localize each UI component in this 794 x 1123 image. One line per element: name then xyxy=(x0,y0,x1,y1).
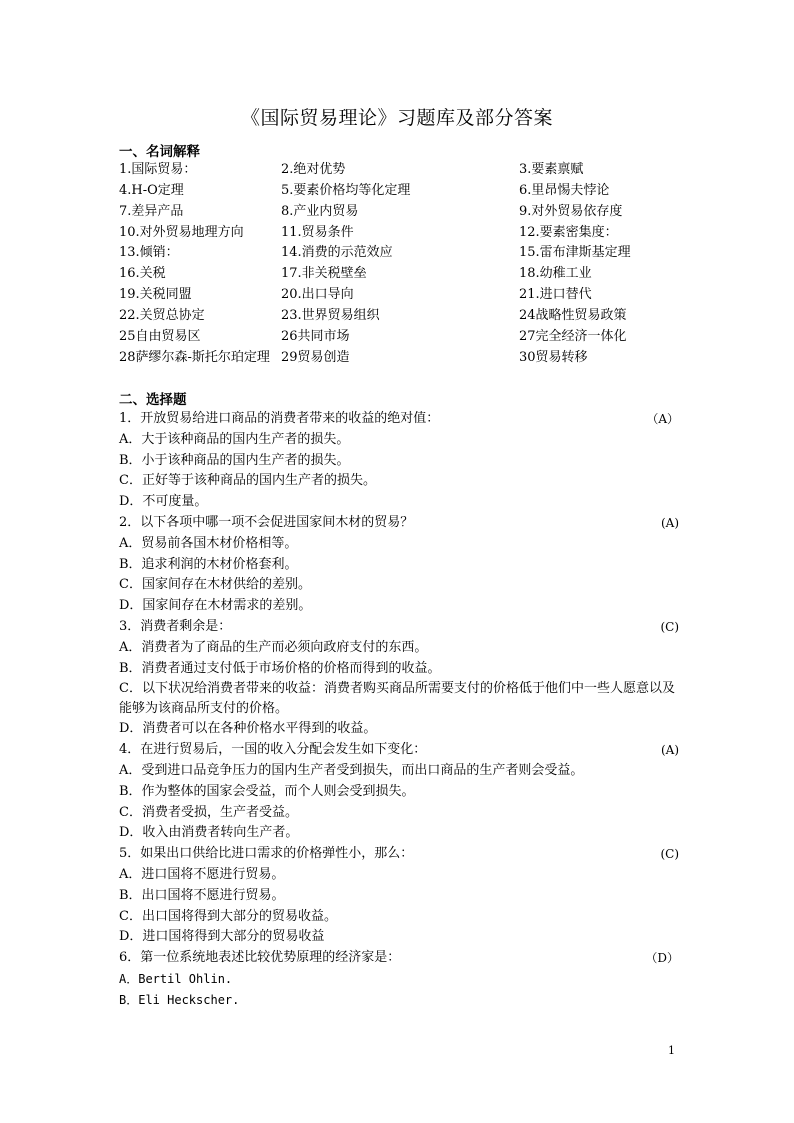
term-item: 14.消费的示范效应 xyxy=(281,245,393,261)
question-option: B．消费者通过支付低于市场价格的价格而得到的收益。 xyxy=(119,660,441,676)
question-option: B．作为整体的国家会受益，而个人则会受到损失。 xyxy=(119,783,415,799)
question-option: D．不可度量。 xyxy=(119,494,208,510)
term-item: 13.倾销： xyxy=(119,245,179,261)
question-option: A．消费者为了商品的生产而必须向政府支付的东西。 xyxy=(119,639,428,655)
term-item: 25自由贸易区 xyxy=(119,328,201,344)
term-row xyxy=(119,223,679,244)
question-option: C．消费者受损，生产者受益。 xyxy=(119,804,298,820)
term-item: 8.产业内贸易 xyxy=(281,203,359,219)
term-item: 18.幼稚工业 xyxy=(519,266,592,282)
question-text: 4．在进行贸易后，一国的收入分配会发生如下变化： xyxy=(119,742,427,758)
term-item: 6.里昂惕夫悖论 xyxy=(519,182,610,198)
term-item: 26共同市场 xyxy=(281,328,350,344)
question-list xyxy=(119,409,679,1011)
term-row xyxy=(119,160,679,181)
question-answer: （D） xyxy=(645,951,679,966)
term-row xyxy=(119,306,679,327)
question-text: 2．以下各项中哪一项不会促进国家间木材的贸易？ xyxy=(119,514,414,530)
question-option: B．追求利润的木材价格套利。 xyxy=(119,556,298,572)
term-item: 17.非关税壁垒 xyxy=(281,266,367,282)
question-option: D．消费者可以在各种价格水平得到的收益。 xyxy=(119,721,377,737)
question-option: A．贸易前各国木材价格相等。 xyxy=(119,535,298,551)
terms-grid xyxy=(119,160,679,368)
term-item: 9.对外贸易依存度 xyxy=(519,203,623,219)
question-text: 6．第一位系统地表述比较优势原理的经济家是： xyxy=(119,950,401,966)
question-answer: (A) xyxy=(660,743,679,758)
term-item: 20.出口导向 xyxy=(281,287,354,303)
term-item: 5.要素价格均等化定理 xyxy=(281,182,411,198)
document-title: 《国际贸易理论》习题库及部分答案 xyxy=(240,107,553,129)
term-row xyxy=(119,243,679,264)
question-option: C．出口国将得到大部分的贸易收益。 xyxy=(119,908,337,924)
question-option: A．大于该种商品的国内生产者的损失。 xyxy=(119,431,350,447)
term-item: 29贸易创造 xyxy=(281,349,350,365)
term-item: 2.绝对优势 xyxy=(281,162,346,177)
question-option: B．出口国将不愿进行贸易。 xyxy=(119,887,285,903)
term-row xyxy=(119,348,679,369)
question-option: D．收入由消费者转向生产者。 xyxy=(119,825,299,841)
question-text: 3．消费者剩余是： xyxy=(119,618,232,634)
term-item: 3.要素禀赋 xyxy=(519,162,584,177)
term-item: 23.世界贸易组织 xyxy=(281,307,380,323)
question-text: 5．如果出口供给比进口需求的价格弹性小，那么： xyxy=(119,846,414,862)
question-option: A．受到进口品竞争压力的国内生产者受到损失，而出口商品的生产者则会受益。 xyxy=(119,762,584,778)
term-item: 27完全经济一体化 xyxy=(519,328,627,344)
question-answer: (C) xyxy=(660,847,679,862)
question-option: C．以下状况给消费者带来的收益：消费者购买商品所需要支付的价格低于他们中一些人愿意以及能够为该商品所支付的价格。 xyxy=(119,681,675,717)
question-option: D．进口国将得到大部分的贸易收益 xyxy=(119,929,325,945)
question-text: 1．开放贸易给进口商品的消费者带来的收益的绝对值： xyxy=(119,411,440,426)
term-item: 30贸易转移 xyxy=(519,349,588,365)
term-item: 10.对外贸易地理方向 xyxy=(119,224,244,240)
section-heading-terms: 一、名词解释 xyxy=(119,144,200,160)
term-item: 19.关税同盟 xyxy=(119,287,192,303)
question-answer: (A) xyxy=(660,515,679,530)
term-item: 1.国际贸易： xyxy=(119,162,197,177)
question-stem xyxy=(119,617,679,638)
question-stem xyxy=(119,948,679,969)
term-item: 12.要素密集度： xyxy=(519,224,618,240)
question-option: A．进口国将不愿进行贸易。 xyxy=(119,866,285,882)
term-item: 16.关税 xyxy=(119,266,166,282)
term-item: 22.关贸总协定 xyxy=(119,307,205,323)
question-option: B．小于该种商品的国内生产者的损失。 xyxy=(119,452,350,468)
term-row xyxy=(119,264,679,285)
question-stem xyxy=(119,513,679,534)
question-stem xyxy=(119,844,679,865)
question-option: D．国家间存在木材需求的差别。 xyxy=(119,598,312,614)
term-item: 24战略性贸易政策 xyxy=(519,307,627,323)
question-stem xyxy=(119,409,679,430)
question-option: C．正好等于该种商品的国内生产者的损失。 xyxy=(119,473,376,489)
page-number: 1 xyxy=(668,1044,675,1057)
question-answer: (C) xyxy=(660,619,679,634)
term-row xyxy=(119,181,679,202)
section-heading-choices: 二、选择题 xyxy=(119,392,187,408)
term-item: 28萨缪尔森-斯托尔珀定理 xyxy=(119,349,270,365)
question-option: B．Eli Heckscher. xyxy=(119,992,240,1007)
question-stem xyxy=(119,740,679,761)
term-item: 7.差异产品 xyxy=(119,203,184,219)
question-answer: （A） xyxy=(646,412,679,426)
term-row xyxy=(119,285,679,306)
term-item: 11.贸易条件 xyxy=(281,224,354,240)
term-row xyxy=(119,327,679,348)
term-item: 15.雷布津斯基定理 xyxy=(519,245,631,261)
term-row xyxy=(119,202,679,223)
term-item: 4.H-O定理 xyxy=(119,182,184,198)
term-item: 21.进口替代 xyxy=(519,287,592,303)
question-option: A．Bertil Ohlin. xyxy=(119,971,233,986)
question-option: C．国家间存在木材供给的差别。 xyxy=(119,577,311,593)
